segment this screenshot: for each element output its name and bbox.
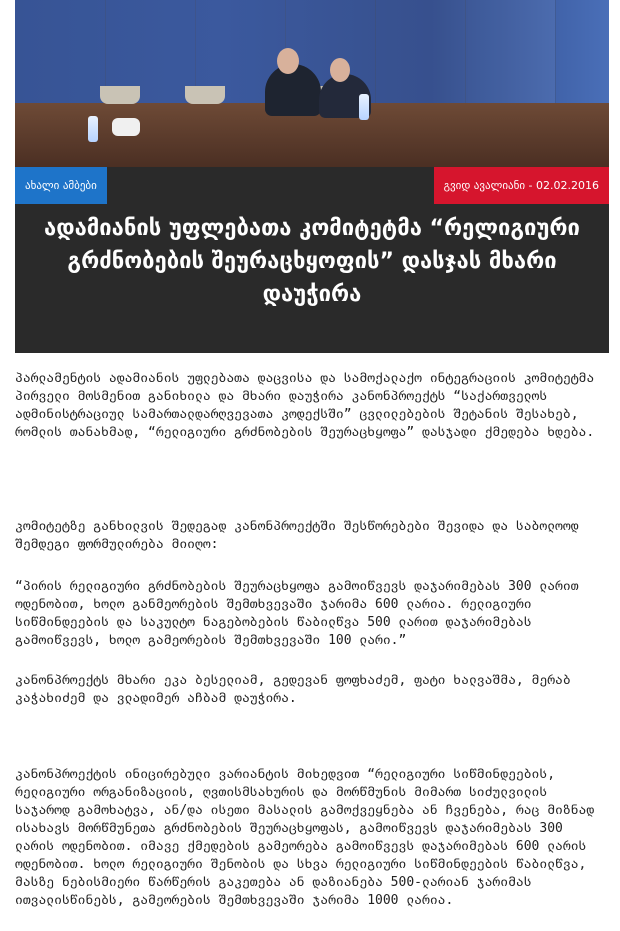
article-paragraph-5: კანონპროექტის ინიცირებული ვარიანტის მიხედვით “რელიგიური სიწმინდეების, რელიგიური ორგანიზაციის, ღვთისმსახურის და მორწმუნის მიმართ სიძულვილის საჯაროდ გამოხატვა, ან/და ისეთი მასალის გამოქვეყნება ან ჩვენება, რაც მიზნად ისახავს მორწმუნეთა გრძნობების შეურაცხყოფას, გამოიწვევს დაჯარიმებას 300 ლარის ოდენობით. იმავე ქმედების გამეორება გამოიწვევს დაჯარიმებას 600 ლარის ოდენობით. ხოლო რელიგიური შენობის და სხვა რელიგიური სიწმინდეების წაბილწვა, მასზე ნებისმიერი წარწერის გაკეთება ან დაზიანება 500-ლარიან ჯარიმას ითვალისწინებს, გამეორების შემთხვევაში ჯარიმა 1000 ლარია. [15, 767, 595, 908]
hero [15, 0, 609, 353]
photo-panel [465, 0, 556, 110]
photo-panel [15, 0, 106, 110]
photo-bottle [359, 94, 369, 120]
photo-lamp [100, 86, 140, 104]
photo-bottle [88, 116, 98, 142]
photo-panel [375, 0, 466, 110]
article-paragraph-4: კანონპროექტს მხარი ეკა ბესელიამ, გედევან ფოფხაძემ, ფატი ხალვაშმა, მერაბ კაჭახიძემ და ვლადიმერ აჩბამ დაუჭირა. [15, 673, 571, 706]
category-tag[interactable]: ახალი ამბები [15, 167, 107, 204]
article-paragraph-3: “პირის რელიგიური გრძნობების შეურაცხყოფა გამოიწვევს დაჯარიმებას 300 ლარით ოდენობით, ხოლო განმეორების შემთხვევაში ჯარიმა 600 ლარია. რელიგიური სიწმინდეების და საკულტო ნაგებობების წაბილწვა 500 ლარით დაჯარიმებას გამოიწვევს, ხოლო გამეორების შემთხვევაში 100 ლარი.” [15, 579, 579, 648]
person-left-head [277, 48, 299, 74]
hero-photo [15, 0, 609, 167]
person-right-head [330, 58, 350, 82]
article-title: ადამიანის უფლებათა კომიტეტმა “რელიგიური გრძნობების შეურაცხყოფის” დასჯას მხარი დაუჭირა [44, 216, 580, 307]
article-paragraph-2: კომიტეტზე განხილვის შედეგად კანონპროექტში შესწორებები შევიდა და საბოლოოდ შემდეგი ფორმულირება მიიღო: [15, 519, 579, 552]
author-date-tag[interactable]: გვიდ ავალიანი - 02.02.2016 [434, 167, 609, 204]
photo-cup [112, 118, 140, 136]
article-paragraph-1: პარლამენტის ადამიანის უფლებათა დაცვისა და სამოქალაქო ინტეგრაციის კომიტეტმა პირველი მოსმენით განიხილა და მხარი დაუჭირა კანონპროექტს “საქართველოს ადმინისტრაციულ სამართალდარღვევათა კოდექსში” ცვლილებების შეტანის შესახებ, რომლის თანახმად, “რელიგიური გრძნობების შეურაცხყოფა” დასჯადი ქმედება ხდება. [15, 371, 595, 440]
photo-lamp [185, 86, 225, 104]
